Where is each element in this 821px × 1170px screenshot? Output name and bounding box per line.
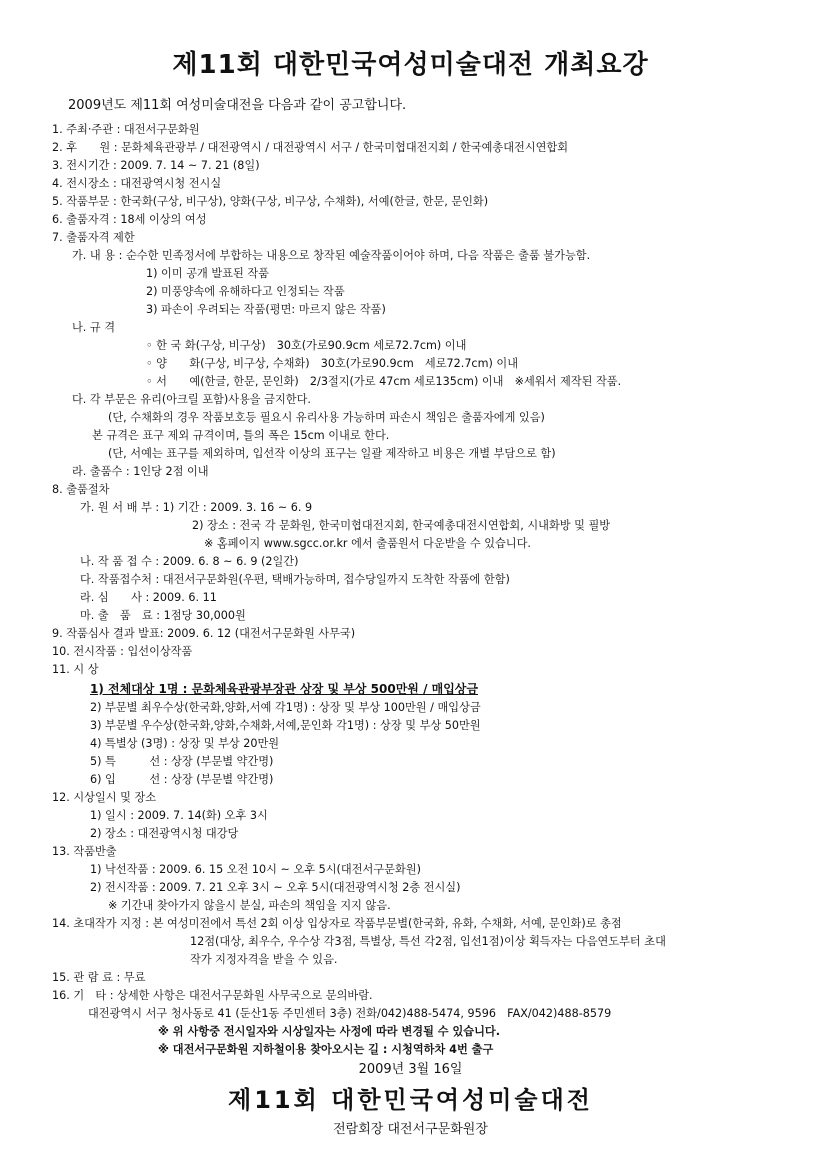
line-8-d: 라. 심 사 : 2009. 6. 11 bbox=[80, 591, 217, 604]
line-8-a-2: 2) 장소 : 전국 각 문화원, 한국미협대전지회, 한국예총대전시연합회, 시내화방 및 필방 bbox=[192, 519, 611, 532]
announcement-date: 2009년 3월 16일 bbox=[358, 1062, 463, 1077]
line-10: 10. 전시작품 : 입선이상작품 bbox=[52, 645, 193, 658]
line-13: 13. 작품반출 bbox=[52, 845, 117, 858]
footer-subtitle: 전람회장 대전서구문화원장 bbox=[333, 1122, 488, 1137]
line-11-5: 5) 특 선 : 상장 (부문별 약간명) bbox=[90, 755, 274, 768]
line-14-3: 작가 지정자격을 받을 수 있음. bbox=[190, 953, 338, 966]
line-14-2: 12점(대상, 최우수, 우수상 각3점, 특별상, 특선 각2점, 입선1점)이상 획득자는 다음연도부터 초대 bbox=[190, 935, 666, 948]
line-7-a-2: 2) 미풍양속에 유해하다고 인정되는 작품 bbox=[146, 285, 345, 298]
line-14: 14. 초대작가 지정 : 본 여성미전에서 특선 2회 이상 입상자로 작품부문별(한국화, 유화, 수채화, 서예, 문인화)로 총점 bbox=[52, 917, 622, 930]
line-7: 7. 출품자격 제한 bbox=[52, 231, 135, 244]
line-7-a-1: 1) 이미 공개 발표된 작품 bbox=[146, 267, 269, 280]
line-15: 15. 관 람 료 : 무료 bbox=[52, 971, 146, 984]
line-7-b-2: ◦ 양 화(구상, 비구상, 수채화) 30호(가로90.9cm 세로72.7cm) 이내 bbox=[146, 357, 519, 370]
line-7-c: 다. 각 부문은 유리(아크릴 포함)사용을 금지한다. bbox=[72, 393, 311, 406]
line-7-d: 라. 출품수 : 1인당 2점 이내 bbox=[72, 465, 209, 478]
line-7-b: 나. 규 격 bbox=[72, 321, 116, 334]
line-13-note: ※ 기간내 찾아가지 않을시 분실, 파손의 책임을 지지 않음. bbox=[108, 899, 391, 912]
line-12-2: 2) 장소 : 대전광역시청 대강당 bbox=[90, 827, 239, 840]
line-12-1: 1) 일시 : 2009. 7. 14(화) 오후 3시 bbox=[90, 809, 268, 822]
line-6: 6. 출품자격 : 18세 이상의 여성 bbox=[52, 213, 207, 226]
line-12: 12. 시상일시 및 장소 bbox=[52, 791, 157, 804]
line-7-c-2: 본 규격은 표구 제외 규격이며, 틀의 폭은 15cm 이내로 한다. bbox=[92, 429, 390, 442]
line-1: 1. 주최·주관 : 대전서구문화원 bbox=[52, 123, 200, 136]
line-8-a: 가. 원 서 배 부 : 1) 기간 : 2009. 3. 16 ~ 6. 9 bbox=[80, 501, 313, 514]
line-11-4: 4) 특별상 (3명) : 상장 및 부상 20만원 bbox=[90, 737, 280, 750]
line-7-c-3: (단, 서예는 표구를 제외하며, 입선작 이상의 표구는 일괄 제작하고 비용은 개별 부담으로 함) bbox=[108, 447, 556, 460]
line-8-b: 나. 작 품 접 수 : 2009. 6. 8 ~ 6. 9 (2일간) bbox=[80, 555, 299, 568]
footer-title: 제11회 대한민국여성미술대전 bbox=[228, 1086, 593, 1114]
line-3: 3. 전시기간 : 2009. 7. 14 ~ 7. 21 (8일) bbox=[52, 159, 260, 172]
line-7-a-3: 3) 파손이 우려되는 작품(평면: 마르지 않은 작품) bbox=[146, 303, 386, 316]
line-11: 11. 시 상 bbox=[52, 663, 99, 676]
line-8-e: 마. 출 품 료 : 1점당 30,000원 bbox=[80, 609, 246, 622]
line-8-a-3: ※ 홈페이지 www.sgcc.or.kr 에서 출품원서 다운받을 수 있습니다. bbox=[204, 537, 531, 550]
line-7-a: 가. 내 용 : 순수한 민족정서에 부합하는 내용으로 창작된 예술작품이어야 하며, 다음 작품은 출품 불가능함. bbox=[72, 249, 591, 262]
line-7-b-3: ◦ 서 예(한글, 한문, 문인화) 2/3절지(가로 47cm 세로135cm) 이내 ※세워서 제작된 작품. bbox=[146, 375, 622, 388]
line-13-2: 2) 전시작품 : 2009. 7. 21 오후 3시 ~ 오후 5시(대전광역시청 2층 전시실) bbox=[90, 881, 461, 894]
intro-text: 2009년도 제11회 여성미술대전을 다음과 같이 공고합니다. bbox=[68, 98, 407, 113]
line-4: 4. 전시장소 : 대전광역시청 전시실 bbox=[52, 177, 222, 190]
line-16: 16. 기 타 : 상세한 사항은 대전서구문화원 사무국으로 문의바람. bbox=[52, 989, 373, 1002]
line-9: 9. 작품심사 결과 발표: 2009. 6. 12 (대전서구문화원 사무국) bbox=[52, 627, 356, 640]
line-16-note-2: ※ 대전서구문화원 지하철이용 찾아오시는 길 : 시청역하차 4번 출구 bbox=[158, 1043, 494, 1056]
line-11-3: 3) 부문별 우수상(한국화,양화,수채화,서예,문인화 각1명) : 상장 및 부상 50만원 bbox=[90, 719, 481, 732]
line-5: 5. 작품부문 : 한국화(구상, 비구상), 양화(구상, 비구상, 수채화), 서예(한글, 한문, 문인화) bbox=[52, 195, 489, 208]
line-7-b-1: ◦ 한 국 화(구상, 비구상) 30호(가로90.9cm 세로72.7cm) 이내 bbox=[146, 339, 467, 352]
line-13-1: 1) 낙선작품 : 2009. 6. 15 오전 10시 ~ 오후 5시(대전서구문화원) bbox=[90, 863, 421, 876]
line-11-1: 1) 전체대상 1명 : 문화체육관광부장관 상장 및 부상 500만원 / 매입상금 bbox=[90, 682, 478, 696]
document-title: 제11회 대한민국여성미술대전 개최요강 bbox=[172, 50, 649, 80]
line-8-c: 다. 작품접수처 : 대전서구문화원(우편, 택배가능하며, 접수당일까지 도착한 작품에 한함) bbox=[80, 573, 510, 586]
line-7-c-1: (단, 수채화의 경우 작품보호등 필요시 유리사용 가능하며 파손시 책임은 출품자에게 있음) bbox=[108, 411, 545, 424]
line-11-6: 6) 입 선 : 상장 (부문별 약간명) bbox=[90, 773, 274, 786]
line-11-2: 2) 부문별 최우수상(한국화,양화,서예 각1명) : 상장 및 부상 100만원 / 매입상금 bbox=[90, 701, 481, 714]
line-16-note-1: ※ 위 사항중 전시일자와 시상일자는 사정에 따라 변경될 수 있습니다. bbox=[158, 1025, 500, 1038]
line-8: 8. 출품절차 bbox=[52, 483, 110, 496]
line-16-contact: 대전광역시 서구 청사동로 41 (둔산1동 주민센터 3층) 전화/042)488-5474, 9596 FAX/042)488-8579 bbox=[88, 1007, 612, 1020]
line-2: 2. 후 원 : 문화체육관광부 / 대전광역시 / 대전광역시 서구 / 한국미협대전지회 / 한국예총대전시연합회 bbox=[52, 141, 569, 154]
